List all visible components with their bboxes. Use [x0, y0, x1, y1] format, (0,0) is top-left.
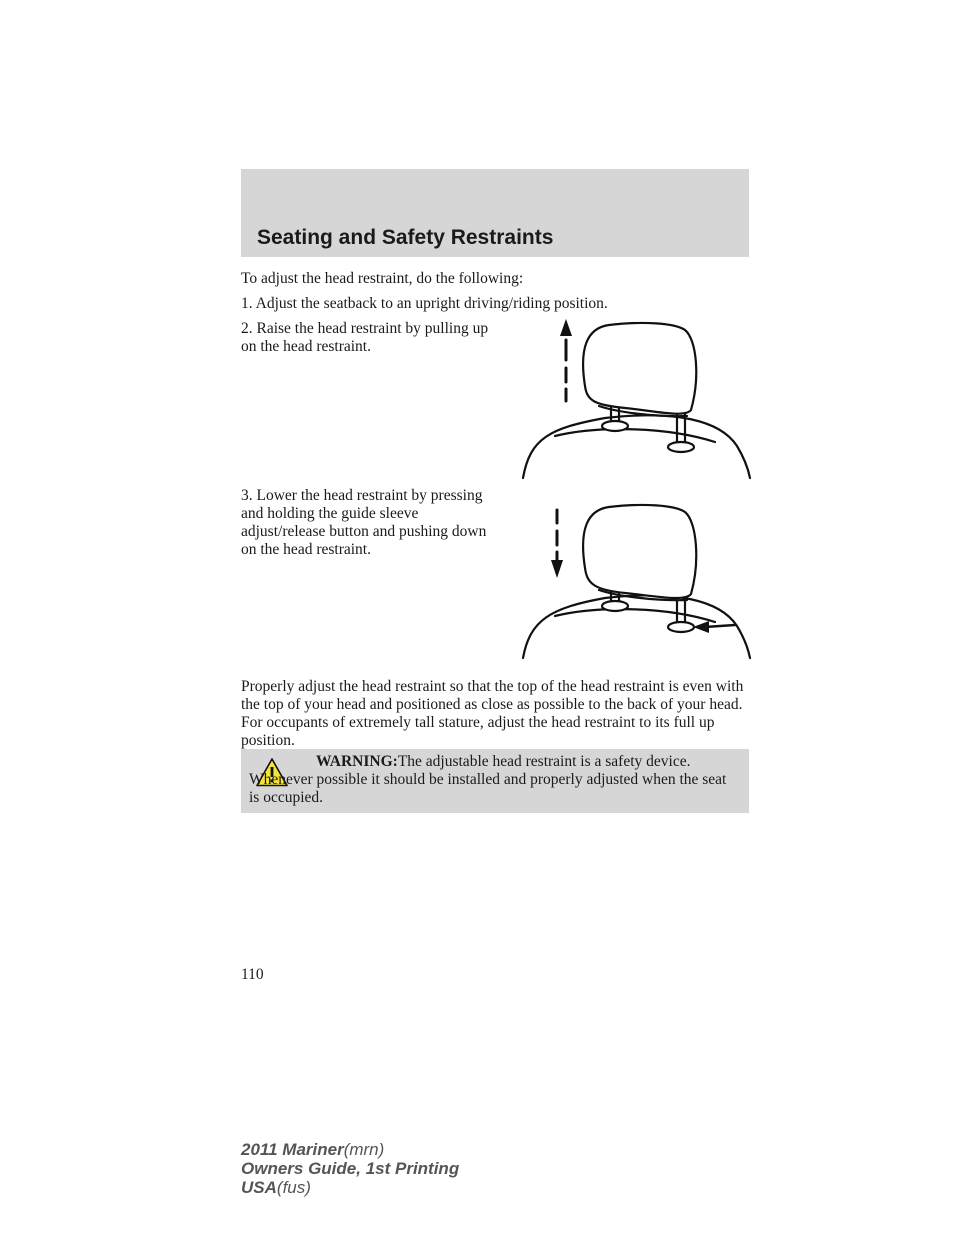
- warning-label: WARNING:: [316, 753, 398, 770]
- footer-line-2: Owners Guide, 1st Printing: [241, 1159, 460, 1178]
- adjustment-paragraph: Properly adjust the head restraint so that the top of the head restraint is even with the top of your head and positioned as close as possible to the back of your head. For occupants of extremely tall stature, adjust the head restraint to its full up position.: [241, 678, 744, 749]
- head-restraint-raise-illustration: [515, 318, 755, 484]
- step-2: 2. Raise the head restraint by pulling up on the head restraint.: [241, 320, 489, 355]
- footer-region-code: (fus): [276, 1178, 311, 1197]
- head-restraint-lower-illustration: [515, 500, 755, 662]
- step-3: 3. Lower the head restraint by pressing and holding the guide sleeve adjust/release button and pushing down on the head restraint.: [241, 487, 487, 558]
- footer-line-3: [241, 1178, 459, 1197]
- footer-model: 2011 Mariner: [241, 1140, 344, 1159]
- footer-line-1: [241, 1140, 459, 1159]
- warning-body: The adjustable head restraint is a safety device. Whenever possible it should be installed and properly adjusted when the seat is occupied.: [249, 753, 727, 806]
- intro-text: To adjust the head restraint, do the following:: [241, 270, 524, 287]
- section-header: [241, 169, 749, 257]
- document-footer: [241, 1140, 459, 1197]
- footer-region: USA: [241, 1178, 277, 1197]
- section-title: Seating and Safety Restraints: [257, 226, 554, 249]
- footer-model-code: (mrn): [343, 1140, 385, 1159]
- step-1: 1. Adjust the seatback to an upright driving/riding position.: [241, 295, 608, 312]
- warning-box: [241, 749, 749, 813]
- warning-text: [249, 753, 739, 807]
- page-number: 110: [241, 966, 264, 983]
